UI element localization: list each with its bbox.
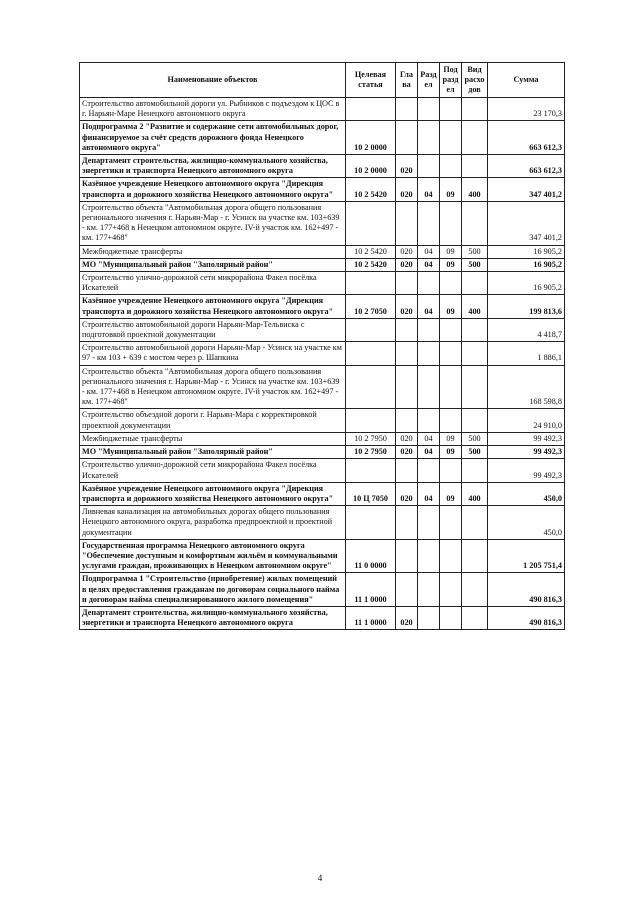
cell-amount: 490 816,3 [488, 606, 565, 629]
table-header [80, 63, 565, 98]
cell-expense-type: 500 [462, 258, 488, 271]
cell-target-article: 10 2 5420 [346, 258, 396, 271]
cell-name: Государственная программа Ненецкого автономного округа "Обеспечение доступным и комфортным жильём и коммунальными услугами граждан, проживающих в Ненецком автономном округе" [80, 539, 346, 573]
cell-expense-type: 500 [462, 446, 488, 459]
cell-section [418, 539, 440, 573]
page-number: 4 [317, 873, 323, 883]
cell-expense-type [462, 121, 488, 155]
cell-expense-type [462, 155, 488, 178]
header-text: Гла [400, 69, 413, 79]
cell-chapter: 020 [396, 295, 418, 318]
cell-subsection [440, 272, 462, 295]
cell-amount: 490 816,3 [488, 573, 565, 607]
cell-subsection: 09 [440, 446, 462, 459]
cell-subsection [440, 318, 462, 341]
cell-target-article [346, 409, 396, 432]
cell-expense-type [462, 318, 488, 341]
cell-subsection [440, 539, 462, 573]
cell-target-article: 10 2 5420 [346, 245, 396, 258]
cell-amount: 1 205 751,4 [488, 539, 565, 573]
cell-target-article: 11 1 0000 [346, 573, 396, 607]
cell-chapter: 020 [396, 155, 418, 178]
cell-target-article [346, 506, 396, 540]
table-row [80, 155, 565, 178]
header-text: Под [443, 64, 458, 74]
cell-amount: 347 401,2 [488, 178, 565, 201]
table-body [80, 98, 565, 630]
header-text: ва [402, 80, 411, 89]
cell-amount: 1 886,1 [488, 342, 565, 365]
table-row [80, 432, 565, 445]
header-text: статья [358, 80, 383, 89]
cell-target-article: 10 2 7050 [346, 295, 396, 318]
cell-section [418, 98, 440, 121]
cell-name: Ливневая канализация на автомобильных дорогах общего пользования Ненецкого автономного округа, разработка предпроектной и проектной документации [80, 506, 346, 540]
table-row [80, 258, 565, 271]
cell-name: Казённое учреждение Ненецкого автономного округа "Дирекция транспорта и дорожного хозяйства Ненецкого автономного округа" [80, 295, 346, 318]
table-row [80, 409, 565, 432]
cell-target-article: 11 1 0000 [346, 606, 396, 629]
cell-name: Строительство объездной дороги г. Нарьян-Мара с корректировкой проектной документации [80, 409, 346, 432]
table-row [80, 201, 565, 245]
table-row [80, 178, 565, 201]
table-row [80, 295, 565, 318]
cell-name: Казённое учреждение Ненецкого автономного округа "Дирекция транспорта и дорожного хозяйства Ненецкого автономного округа" [80, 178, 346, 201]
cell-subsection [440, 459, 462, 482]
header-text: разд [442, 74, 459, 84]
cell-section: 04 [418, 258, 440, 271]
cell-chapter: 020 [396, 606, 418, 629]
cell-name: Казённое учреждение Ненецкого автономного округа "Дирекция транспорта и дорожного хозяйства Ненецкого автономного округа" [80, 482, 346, 505]
cell-expense-type [462, 506, 488, 540]
cell-chapter: 020 [396, 432, 418, 445]
cell-target-article: 10 2 5420 [346, 178, 396, 201]
cell-target-article [346, 365, 396, 409]
cell-expense-type [462, 606, 488, 629]
cell-name: МО "Муниципальный район "Заполярный район" [80, 446, 346, 459]
cell-section [418, 342, 440, 365]
cell-chapter: 020 [396, 178, 418, 201]
cell-name: Строительство объекта "Автомобильная дорога общего пользования регионального значения г. Нарьян-Мар - г. Усинск на участке км. 103+639 - км. 177+468 в Ненецком автономном округе. IV-й участок км. 162+497 - км. 177+468" [80, 201, 346, 245]
cell-chapter [396, 342, 418, 365]
cell-target-article [346, 342, 396, 365]
cell-section: 04 [418, 295, 440, 318]
cell-chapter [396, 98, 418, 121]
cell-chapter [396, 365, 418, 409]
cell-name: Строительство автомобильной дороги Нарьян-Мар-Тельвиска с подготовкой проектной документации [80, 318, 346, 341]
cell-expense-type [462, 409, 488, 432]
cell-section: 04 [418, 446, 440, 459]
budget-table [79, 62, 565, 630]
cell-name: Департамент строительства, жилищно-коммунального хозяйства, энергетики и транспорта Ненецкого автономного округа [80, 155, 346, 178]
cell-section [418, 459, 440, 482]
cell-expense-type: 500 [462, 245, 488, 258]
cell-target-article: 10 2 0000 [346, 155, 396, 178]
table-row [80, 459, 565, 482]
cell-name: Подпрограмма 1 "Строительство (приобретение) жилых помещений в целях предоставления гражданам по договорам социального найма и договорам найма специализированного жилого помещения" [80, 573, 346, 607]
cell-section [418, 121, 440, 155]
cell-chapter [396, 573, 418, 607]
header-text: Наименование объектов [167, 74, 258, 84]
cell-expense-type [462, 272, 488, 295]
cell-target-article [346, 201, 396, 245]
header-expense-type [462, 63, 488, 98]
cell-chapter: 020 [396, 482, 418, 505]
cell-name: Межбюджетные трансферты [80, 432, 346, 445]
cell-subsection [440, 409, 462, 432]
cell-name: Строительство автомобильной дороги Нарьян-Мар - Усинск на участке км 97 - км 103 + 639 с мостом через р. Шапкина [80, 342, 346, 365]
cell-expense-type: 500 [462, 432, 488, 445]
table-row [80, 245, 565, 258]
cell-amount: 4 418,7 [488, 318, 565, 341]
header-text: расхо [464, 74, 485, 84]
header-chapter [396, 63, 418, 98]
cell-name: Межбюджетные трансферты [80, 245, 346, 258]
cell-target-article [346, 459, 396, 482]
cell-amount: 99 492,3 [488, 459, 565, 482]
cell-subsection [440, 201, 462, 245]
cell-target-article [346, 318, 396, 341]
header-name [80, 63, 346, 98]
cell-subsection: 09 [440, 482, 462, 505]
cell-amount: 663 612,3 [488, 121, 565, 155]
table-row [80, 318, 565, 341]
cell-amount: 99 492,3 [488, 432, 565, 445]
cell-section: 04 [418, 432, 440, 445]
table-row [80, 446, 565, 459]
table-row [80, 98, 565, 121]
cell-target-article: 10 2 7950 [346, 432, 396, 445]
cell-section [418, 409, 440, 432]
cell-amount: 99 492,3 [488, 446, 565, 459]
cell-name: Строительство улично-дорожной сети микрорайона Факел посёлка Искателей [80, 459, 346, 482]
cell-chapter [396, 409, 418, 432]
cell-subsection: 09 [440, 245, 462, 258]
cell-expense-type: 400 [462, 482, 488, 505]
cell-expense-type [462, 573, 488, 607]
cell-target-article: 10 2 7950 [346, 446, 396, 459]
cell-chapter: 020 [396, 446, 418, 459]
cell-subsection: 09 [440, 432, 462, 445]
cell-amount: 450,0 [488, 506, 565, 540]
cell-amount: 450,0 [488, 482, 565, 505]
table-row [80, 539, 565, 573]
budget-table-container [79, 62, 564, 630]
cell-name: Строительство улично-дорожной сети микрорайона Факел посёлка Искателей [80, 272, 346, 295]
header-text: Разд [420, 69, 437, 79]
cell-subsection [440, 573, 462, 607]
header-row [80, 63, 565, 98]
cell-expense-type [462, 459, 488, 482]
cell-name: Департамент строительства, жилищно-коммунального хозяйства, энергетики и транспорта Ненецкого автономного округа [80, 606, 346, 629]
header-text: Целевая [354, 69, 387, 79]
cell-amount: 16 905,2 [488, 272, 565, 295]
header-text: Вид [467, 64, 482, 74]
header-amount [488, 63, 565, 98]
cell-chapter [396, 539, 418, 573]
cell-expense-type [462, 201, 488, 245]
header-target-article [346, 63, 396, 98]
cell-section: 04 [418, 482, 440, 505]
cell-name: Строительство объекта "Автомобильная дорога общего пользования регионального значения г. Нарьян-Мар - г. Усинск на участке км. 103+639 - км. 177+468 в Ненецком автономном округе. IV-й участок км. 162+497 - км. 177+468" [80, 365, 346, 409]
table-row [80, 121, 565, 155]
table-row [80, 482, 565, 505]
cell-amount: 168 598,8 [488, 365, 565, 409]
table-row [80, 272, 565, 295]
cell-subsection: 09 [440, 178, 462, 201]
cell-target-article [346, 272, 396, 295]
cell-amount: 663 612,3 [488, 155, 565, 178]
table-row [80, 573, 565, 607]
cell-target-article: 10 Ц 7050 [346, 482, 396, 505]
cell-subsection: 09 [440, 258, 462, 271]
table-row [80, 606, 565, 629]
cell-chapter [396, 121, 418, 155]
cell-amount: 199 813,6 [488, 295, 565, 318]
cell-chapter [396, 318, 418, 341]
cell-section [418, 606, 440, 629]
cell-section [418, 272, 440, 295]
cell-chapter: 020 [396, 258, 418, 271]
cell-name: Строительство автомобильной дороги ул. Рыбников с подъездом к ЦОС в г. Нарьян-Маре Ненецкого автономного округа [80, 98, 346, 121]
cell-amount: 347 401,2 [488, 201, 565, 245]
cell-subsection [440, 342, 462, 365]
cell-expense-type [462, 539, 488, 573]
cell-subsection [440, 98, 462, 121]
header-subsection [440, 63, 462, 98]
cell-section [418, 573, 440, 607]
cell-chapter [396, 272, 418, 295]
cell-subsection [440, 365, 462, 409]
table-row [80, 506, 565, 540]
cell-subsection [440, 155, 462, 178]
cell-target-article: 10 2 0000 [346, 121, 396, 155]
header-text: ел [446, 85, 455, 95]
cell-section: 04 [418, 178, 440, 201]
cell-amount: 23 170,3 [488, 98, 565, 121]
cell-chapter [396, 201, 418, 245]
cell-subsection [440, 606, 462, 629]
cell-chapter [396, 459, 418, 482]
cell-expense-type: 400 [462, 295, 488, 318]
cell-expense-type [462, 98, 488, 121]
cell-expense-type: 400 [462, 178, 488, 201]
cell-section [418, 201, 440, 245]
cell-section [418, 155, 440, 178]
cell-subsection: 09 [440, 295, 462, 318]
cell-amount: 16 905,2 [488, 245, 565, 258]
cell-section: 04 [418, 245, 440, 258]
cell-subsection [440, 121, 462, 155]
cell-chapter: 020 [396, 245, 418, 258]
cell-amount: 16 905,2 [488, 258, 565, 271]
cell-section [418, 365, 440, 409]
table-row [80, 365, 565, 409]
cell-name: МО "Муниципальный район "Заполярный район" [80, 258, 346, 271]
cell-expense-type [462, 342, 488, 365]
header-text: Сумма [513, 74, 539, 84]
table-row [80, 342, 565, 365]
header-text: ел [424, 80, 433, 89]
cell-name: Подпрограмма 2 "Развитие и содержание сети автомобильных дорог, финансируемое за счёт средств дорожного фонда Ненецкого автономного округа" [80, 121, 346, 155]
cell-section [418, 318, 440, 341]
cell-target-article: 11 0 0000 [346, 539, 396, 573]
cell-section [418, 506, 440, 540]
header-text: дов [468, 85, 481, 95]
cell-target-article [346, 98, 396, 121]
cell-subsection [440, 506, 462, 540]
header-section [418, 63, 440, 98]
cell-amount: 24 910,0 [488, 409, 565, 432]
cell-expense-type [462, 365, 488, 409]
cell-chapter [396, 506, 418, 540]
